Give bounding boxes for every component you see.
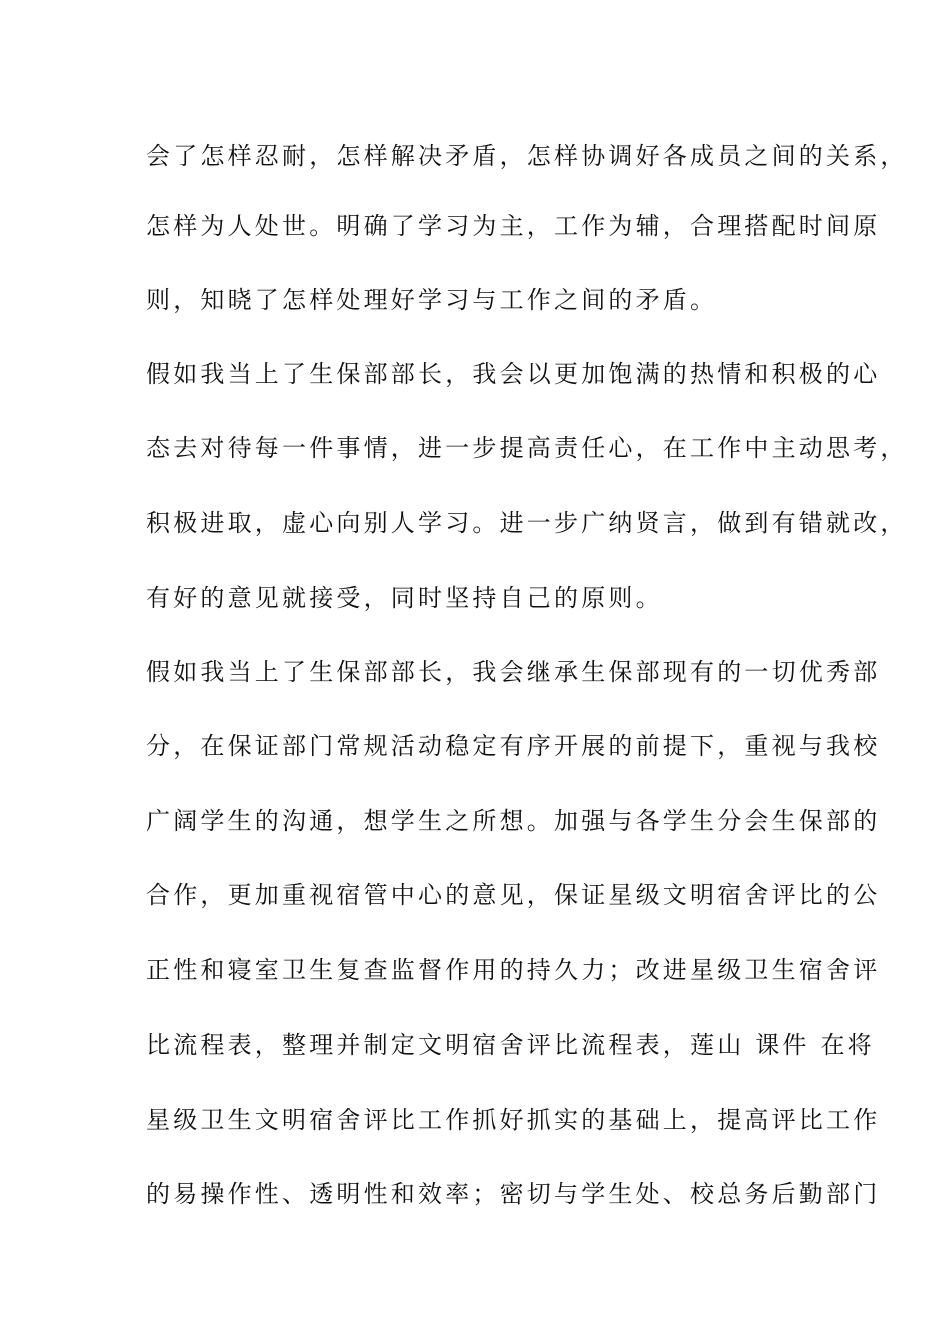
text-line-15: 的易操作性、透明性和效率；密切与学生处、校总务后勤部门 [146,1180,881,1208]
text-line-9: 分，在保证部门常规活动稳定有序开展的前提下，重视与我校 [146,732,881,760]
text-line-5: 态去对待每一件事情，进一步提高责任心，在工作中主动思考， [146,434,908,462]
text-line-10: 广阔学生的沟通，想学生之所想。加强与各学生分会生保部的 [146,807,881,835]
text-line-7: 有好的意见就接受，同时坚持自己的原则。 [146,584,663,612]
text-line-6: 积极进取，虚心向别人学习。进一步广纳贤言，做到有错就改， [146,509,908,537]
text-line-4: 假如我当上了生保部部长，我会以更加饱满的热情和积极的心 [146,360,881,388]
text-line-11: 合作，更加重视宿管中心的意见，保证星级文明宿舍评比的公 [146,881,881,909]
text-line-3: 则，知晓了怎样处理好学习与工作之间的矛盾。 [146,286,718,314]
text-line-8: 假如我当上了生保部部长，我会继承生保部现有的一切优秀部 [146,658,881,686]
text-line-14: 星级卫生文明宿舍评比工作抓好抓实的基础上，提高评比工作 [146,1106,881,1134]
text-line-2: 怎样为人处世。明确了学习为主，工作为辅，合理搭配时间原 [146,212,881,240]
text-line-1: 会了怎样忍耐，怎样解决矛盾，怎样协调好各成员之间的关系， [146,142,908,170]
text-line-12: 正性和寝室卫生复查监督作用的持久力；改进星级卫生宿舍评 [146,956,881,984]
text-line-13: 比流程表，整理并制定文明宿舍评比流程表，莲山 课件 在将 [146,1031,875,1059]
